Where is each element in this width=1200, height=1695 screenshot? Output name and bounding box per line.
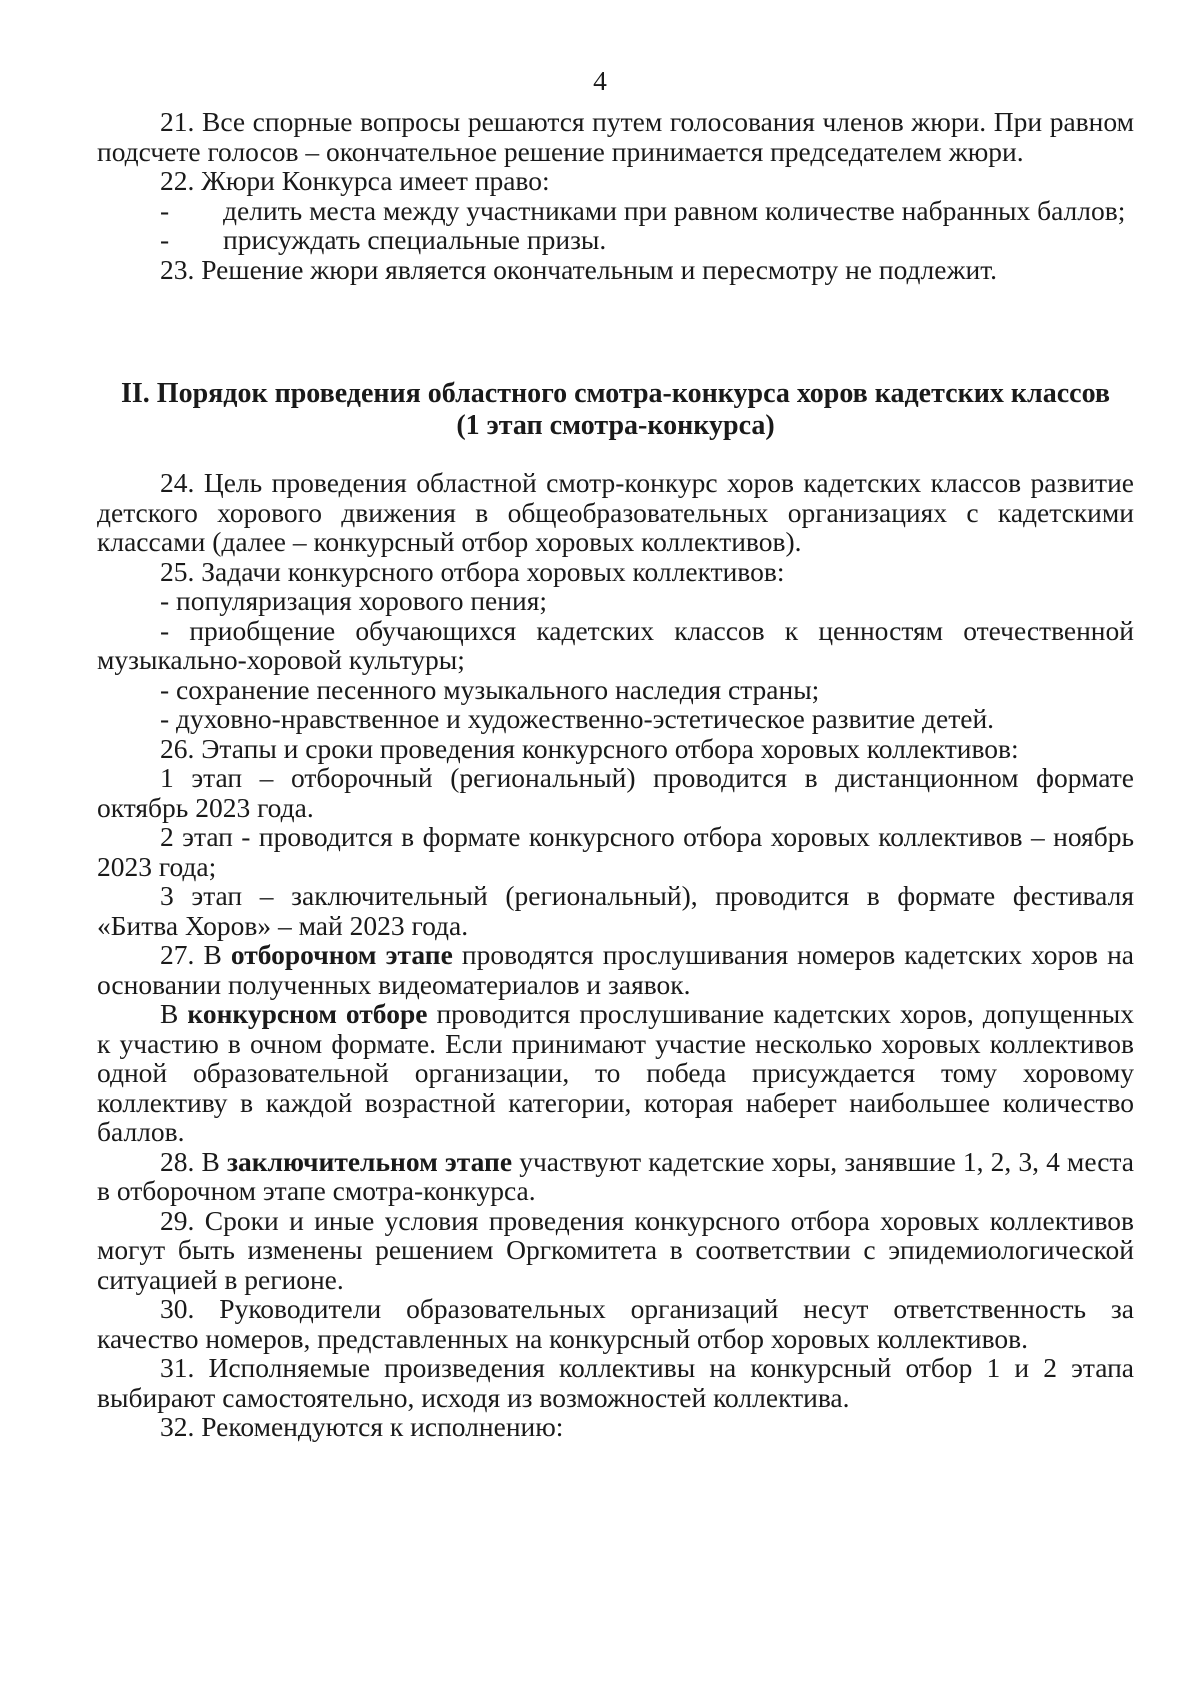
- paragraph-26: 26. Этапы и сроки проведения конкурсного отбора хоровых коллективов:: [160, 732, 1019, 764]
- stage-2: 2 этап - проводится в формате конкурсного отбора хоровых коллективов – ноябрь 2023 года;: [97, 821, 1134, 882]
- section-heading: [97, 378, 1134, 442]
- paragraph-21: 21. Все спорные вопросы решаются путем голосования членов жюри. При равном подсчете голосов – окончательное решение принимается председателем жюри.: [97, 106, 1134, 167]
- paragraph-28: 28. В заключительном этапе участвуют кадетские хоры, занявшие 1, 2, 3, 4 места в отборочном этапе смотра-конкурса.: [97, 1145, 1134, 1206]
- jury-rules-block: [97, 107, 1134, 284]
- section-heading-line-1: II. Порядок проведения областного смотра-конкурса хоров кадетских классов: [121, 378, 1110, 409]
- jury-right-item-1: - делить места между участниками при равном количестве набранных баллов;: [97, 196, 1134, 226]
- list-dash: -: [160, 224, 170, 255]
- bold-term-selection-stage: отборочном этапе: [230, 939, 453, 970]
- task-item-2: - приобщение обучающихся кадетских классов к ценностям отечественной музыкально-хоровой культуры;: [97, 614, 1134, 675]
- paragraph-23: 23. Решение жюри является окончательным и пересмотру не подлежит.: [160, 253, 998, 285]
- jury-right-item-2: - присуждать специальные призы.: [97, 225, 1134, 255]
- bold-term-final-stage: заключительном этапе: [226, 1145, 513, 1177]
- stage-1: 1 этап – отборочный (региональный) проводится в дистанционном формате октябрь 2023 года.: [97, 762, 1134, 823]
- paragraph-30: 30. Руководители образовательных организаций несут ответственность за качество номеров, представленных на конкурсный отбор хоровых коллективов.: [97, 1293, 1134, 1354]
- contest-procedure-block: [97, 468, 1134, 1442]
- task-item-1: - популяризация хорового пения;: [160, 585, 547, 616]
- section-heading-line-2: (1 этап смотра-конкурса): [456, 410, 775, 441]
- paragraph-27b: В конкурсном отборе проводится прослушивание кадетских хоров, допущенных к участию в очном формате. Если принимают участие несколько хоровых коллективов одной образовательной организации, то победа присуждается тому хоровому коллективу в каждой возрастной категории, которая наберет наибольшее количество баллов.: [97, 998, 1135, 1147]
- task-item-3: - сохранение песенного музыкального наследия страны;: [160, 673, 820, 705]
- stage-3: 3 этап – заключительный (региональный), проводится в формате фестиваля «Битва Хоров» – май 2023 года.: [97, 880, 1134, 941]
- task-item-4: - духовно-нравственное и художественно-эстетическое развитие детей.: [160, 703, 995, 734]
- bold-term-competitive-selection: конкурсном отборе: [187, 998, 428, 1029]
- paragraph-25: 25. Задачи конкурсного отбора хоровых коллективов:: [160, 555, 785, 587]
- paragraph-27: 27. В отборочном этапе проводятся прослушивания номеров кадетских хоров на основании полученных видеоматериалов и заявок.: [97, 939, 1135, 1000]
- page-number: 4: [593, 65, 607, 96]
- paragraph-32: 32. Рекомендуются к исполнению:: [160, 1411, 564, 1442]
- paragraph-29: 29. Сроки и иные условия проведения конкурсного отбора хоровых коллективов могут быть изменены решением Оргкомитета в соответствии с эпидемиологической ситуацией в регионе.: [97, 1204, 1134, 1295]
- paragraph-24: 24. Цель проведения областной смотр-конкурс хоров кадетских классов развитие детского хорового движения в общеобразовательных организациях с кадетскими классами (далее – конкурсный отбор хоровых коллективов).: [97, 467, 1134, 557]
- paragraph-22: 22. Жюри Конкурса имеет право:: [160, 165, 550, 196]
- list-dash: -: [160, 194, 170, 226]
- paragraph-31: 31. Исполняемые произведения коллективы на конкурсный отбор 1 и 2 этапа выбирают самостоятельно, исходя из возможностей коллектива.: [97, 1352, 1134, 1413]
